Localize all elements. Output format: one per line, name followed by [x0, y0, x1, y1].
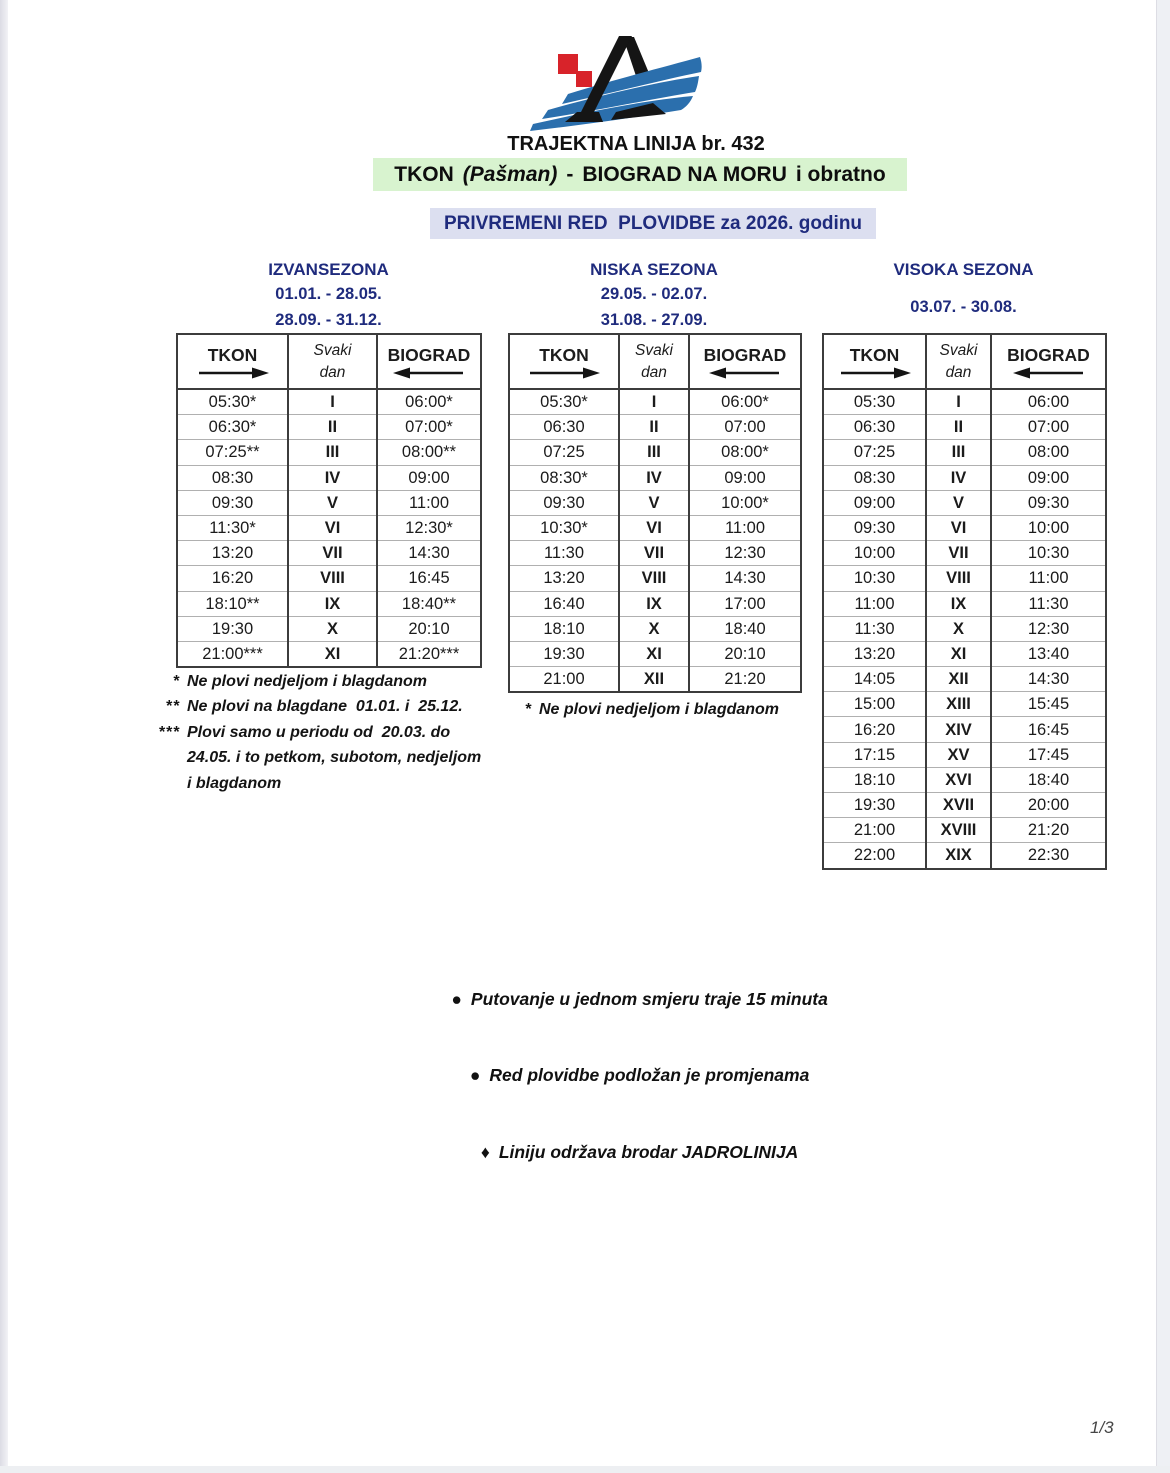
timetable-row — [823, 440, 1106, 465]
footnote-marker: * — [172, 673, 180, 690]
timetable-row — [177, 541, 481, 566]
footnote — [142, 720, 490, 796]
left-arrow-icon — [708, 367, 782, 379]
arrival-time-cell: 16:45 — [377, 566, 481, 591]
timetable-row — [509, 591, 801, 616]
general-notes — [330, 961, 920, 1191]
arrival-time-cell: 21:20 — [991, 818, 1106, 843]
trip-number-cell: II — [619, 415, 689, 440]
trip-number-cell: VI — [288, 515, 377, 540]
departure-time-cell: 19:30 — [823, 793, 926, 818]
col-header-arrival-port — [689, 334, 801, 389]
arrival-time-cell: 20:10 — [377, 616, 481, 641]
arrival-time-cell: 08:00** — [377, 440, 481, 465]
page-edge-right — [1156, 0, 1170, 1473]
departure-time-cell: 07:25** — [177, 440, 288, 465]
trip-number-cell: X — [288, 616, 377, 641]
season-block-visoka-sezona — [822, 258, 1105, 870]
timetable-row — [823, 515, 1106, 540]
departure-time-cell: 11:30* — [177, 515, 288, 540]
every-day-label-line1: Svaki — [313, 341, 352, 359]
arrival-time-cell: 09:00 — [689, 465, 801, 490]
departure-time-cell: 17:15 — [823, 742, 926, 767]
departure-time-cell: 13:20 — [823, 641, 926, 666]
route-band — [373, 158, 907, 191]
arrival-time-cell: 22:30 — [991, 843, 1106, 869]
departure-time-cell: 05:30* — [540, 393, 588, 412]
right-arrow-icon — [527, 367, 601, 379]
departure-time-cell: 14:05 — [823, 667, 926, 692]
route-island: (Pašman) — [462, 162, 558, 186]
departure-time-cell: 11:30 — [823, 616, 926, 641]
line-title: TRAJEKTNA LINIJA br. 432 — [507, 133, 765, 155]
trip-number-cell: II — [288, 415, 377, 440]
arrival-time-cell: 11:30 — [991, 591, 1106, 616]
arrival-time-cell: 09:00 — [991, 465, 1106, 490]
arrival-time-cell: 06:00* — [377, 389, 481, 415]
season-title: VISOKA SEZONA — [893, 260, 1034, 279]
timetable-row — [177, 415, 481, 440]
timetable-row — [509, 465, 801, 490]
port-name: BIOGRAD — [1007, 345, 1090, 365]
timetable-row — [509, 490, 801, 515]
season-dates — [822, 282, 1105, 333]
arrival-time-cell: 20:00 — [991, 793, 1106, 818]
season-dates — [176, 282, 481, 333]
departure-time-cell: 19:30 — [177, 616, 288, 641]
arrival-time-cell: 11:00 — [689, 515, 801, 540]
bullet-icon: ● — [469, 1065, 481, 1085]
timetable-row — [509, 541, 801, 566]
note-text: Red plovidbe podložan je promjenama — [489, 1065, 810, 1085]
trip-number-cell: III — [619, 440, 689, 465]
departure-time-cell: 16:40 — [509, 591, 619, 616]
trip-number-cell: IX — [288, 591, 377, 616]
footnote-text: Plovi samo u periodu od 20.03. do 24.05. i to petkom, subotom, nedjeljom i blagdanom — [187, 723, 486, 792]
timetable-row — [823, 415, 1106, 440]
trip-number-cell: XII — [926, 667, 991, 692]
trip-number-cell: VIII — [619, 566, 689, 591]
timetable-row — [823, 465, 1106, 490]
trip-number-cell: VII — [288, 541, 377, 566]
timetable-row — [177, 490, 481, 515]
timetable-row — [177, 389, 481, 415]
trip-number-cell: IX — [619, 591, 689, 616]
departure-time-cell: 08:30* — [509, 465, 619, 490]
route-port-b: BIOGRAD NA MORU — [582, 162, 787, 186]
timetable-body — [177, 389, 481, 667]
arrival-time-cell: 18:40** — [377, 591, 481, 616]
trip-number-cell: III — [288, 440, 377, 465]
departure-time-cell: 15:00 — [823, 692, 926, 717]
departure-time-cell: 16:20 — [177, 566, 288, 591]
arrival-time-cell: 10:30 — [991, 541, 1106, 566]
season-dates — [508, 282, 800, 333]
port-name: TKON — [539, 345, 589, 365]
note-text: Liniju održava brodar JADROLINIJA — [498, 1141, 799, 1162]
footnote — [142, 669, 490, 694]
footnotes-niska-sezona — [494, 697, 834, 722]
season-date-range: 28.09. - 31.12. — [275, 310, 382, 329]
footnote — [142, 694, 490, 719]
departure-time-cell: 09:30 — [823, 515, 926, 540]
departure-time-cell: 11:30 — [509, 541, 619, 566]
trip-number-cell: XIV — [926, 717, 991, 742]
arrival-time-cell: 11:00 — [991, 566, 1106, 591]
col-header-arrival-port — [377, 334, 481, 389]
arrival-time-cell: 13:40 — [991, 641, 1106, 666]
trip-number-cell: I — [926, 389, 991, 415]
trip-number-cell: VII — [926, 541, 991, 566]
timetable-row — [509, 566, 801, 591]
port-name: TKON — [849, 345, 900, 365]
arrival-time-cell: 06:00 — [991, 389, 1106, 415]
trip-number-cell: XV — [926, 742, 991, 767]
arrival-time-cell: 10:00* — [689, 490, 801, 515]
timetable-row — [509, 616, 801, 641]
arrival-time-cell: 12:30 — [991, 616, 1106, 641]
footnote-marker: * — [524, 701, 532, 718]
departure-time-cell: 13:20 — [177, 541, 288, 566]
jadrolinija-logo-icon — [530, 30, 720, 140]
footnote-text: Ne plovi nedjeljom i blagdanom — [539, 701, 780, 718]
timetable-row — [823, 793, 1106, 818]
arrival-time-cell: 14:30 — [991, 667, 1106, 692]
timetable-izvansezona — [176, 333, 482, 668]
timetable-visoka-sezona — [822, 333, 1107, 870]
trip-number-cell: IV — [619, 465, 689, 490]
every-day-label-line1: Svaki — [939, 341, 978, 359]
timetable-header-row — [177, 334, 481, 389]
timetable-row — [177, 616, 481, 641]
departure-time-cell: 09:30 — [177, 490, 288, 515]
arrival-time-cell: 08:00* — [689, 440, 801, 465]
col-header-arrival-port — [991, 334, 1106, 389]
departure-time-cell: 18:10 — [509, 616, 619, 641]
footnotes-izvansezona — [142, 669, 490, 796]
subtitle-text: PRIVREMENI RED PLOVIDBE za 2026. godinu — [443, 212, 863, 234]
timetable-row — [823, 843, 1106, 869]
arrival-time-cell: 17:45 — [991, 742, 1106, 767]
timetable-row — [509, 667, 801, 693]
trip-number-cell: XI — [926, 641, 991, 666]
trip-number-cell: VI — [926, 515, 991, 540]
timetable-body — [509, 389, 801, 692]
season-date-range: 03.07. - 30.08. — [910, 297, 1017, 316]
arrival-time-cell: 20:10 — [689, 641, 801, 666]
departure-time-cell: 05:30 — [853, 393, 896, 412]
timetable-row — [823, 818, 1106, 843]
departure-time-cell: 10:00 — [823, 541, 926, 566]
departure-time-cell: 16:20 — [823, 717, 926, 742]
route-separator: - — [566, 162, 574, 186]
trip-number-cell: VI — [619, 515, 689, 540]
jadrolinija-logo — [530, 30, 720, 140]
season-block-niska-sezona — [508, 258, 800, 693]
departure-time-cell: 21:00*** — [177, 641, 288, 667]
trip-number-cell: I — [619, 389, 689, 415]
departure-time-cell: 13:20 — [509, 566, 619, 591]
timetable-row — [823, 641, 1106, 666]
timetable-row — [823, 490, 1106, 515]
arrival-time-cell: 14:30 — [377, 541, 481, 566]
arrival-time-cell: 12:30 — [689, 541, 801, 566]
timetable-header-row — [509, 334, 801, 389]
trip-number-cell: XVI — [926, 767, 991, 792]
arrival-time-cell: 10:00 — [991, 515, 1106, 540]
timetable-row — [177, 465, 481, 490]
arrival-time-cell: 16:45 — [991, 717, 1106, 742]
every-day-label-line1: Svaki — [635, 341, 673, 359]
timetable-row — [177, 641, 481, 667]
departure-time-cell: 10:30* — [509, 515, 619, 540]
departure-time-cell: 11:00 — [823, 591, 926, 616]
timetable-row — [823, 667, 1106, 692]
col-header-every-day — [619, 334, 689, 389]
departure-time-cell: 06:30* — [177, 415, 288, 440]
trip-number-cell: VIII — [926, 566, 991, 591]
departure-time-cell: 09:00 — [823, 490, 926, 515]
trip-number-cell: XIX — [926, 843, 991, 869]
departure-time-cell: 10:30 — [823, 566, 926, 591]
departure-time-cell: 06:30 — [823, 415, 926, 440]
trip-number-cell: IV — [926, 465, 991, 490]
trip-number-cell: V — [288, 490, 377, 515]
arrival-time-cell: 15:45 — [991, 692, 1106, 717]
season-date-range: 01.01. - 28.05. — [275, 285, 382, 303]
trip-number-cell: V — [926, 490, 991, 515]
departure-time-cell: 07:25 — [823, 440, 926, 465]
timetable-body — [823, 389, 1106, 869]
season-date-range: 29.05. - 02.07. — [600, 285, 708, 303]
page-edge-left — [0, 0, 8, 1473]
season-title: IZVANSEZONA — [268, 260, 389, 279]
port-name: TKON — [207, 345, 258, 365]
timetable-row — [823, 541, 1106, 566]
timetable-row — [823, 717, 1106, 742]
trip-number-cell: VII — [619, 541, 689, 566]
col-header-departure-port — [509, 334, 619, 389]
note-text: Putovanje u jednom smjeru traje 15 minuta — [470, 988, 828, 1009]
timetable-row — [509, 515, 801, 540]
season-block-izvansezona — [176, 258, 481, 668]
timetable-row — [823, 591, 1106, 616]
every-day-label-line2: dan — [319, 363, 346, 381]
arrival-time-cell: 09:00 — [377, 465, 481, 490]
departure-time-cell: 05:30* — [208, 393, 257, 412]
col-header-departure-port — [823, 334, 926, 389]
trip-number-cell: X — [619, 616, 689, 641]
timetable-row — [177, 515, 481, 540]
arrival-time-cell: 07:00* — [377, 415, 481, 440]
timetable-header-row — [823, 334, 1106, 389]
trip-number-cell: IX — [926, 591, 991, 616]
trip-number-cell: XI — [619, 641, 689, 666]
arrival-time-cell: 14:30 — [689, 566, 801, 591]
timetable-row — [177, 566, 481, 591]
footnote-marker: ** — [165, 698, 180, 716]
timetable-row — [509, 440, 801, 465]
left-arrow-icon — [392, 367, 466, 379]
note-schedule-subject-to-change — [330, 1038, 920, 1115]
timetable-row — [823, 566, 1106, 591]
every-day-label-line2: dan — [641, 363, 667, 381]
arrival-time-cell: 12:30* — [377, 515, 481, 540]
arrival-time-cell: 18:40 — [991, 767, 1106, 792]
departure-time-cell: 21:00 — [823, 818, 926, 843]
route-suffix: i obratno — [795, 162, 886, 186]
trip-number-cell: III — [926, 440, 991, 465]
route-port-a: TKON — [394, 162, 454, 186]
trip-number-cell: I — [288, 389, 377, 415]
season-title: NISKA SEZONA — [590, 260, 718, 279]
departure-time-cell: 06:30 — [509, 415, 619, 440]
departure-time-cell: 18:10** — [177, 591, 288, 616]
arrival-time-cell: 07:00 — [689, 415, 801, 440]
timetable-row — [823, 692, 1106, 717]
bullet-icon: ● — [451, 988, 462, 1009]
arrival-time-cell: 17:00 — [689, 591, 801, 616]
timetable-niska-sezona — [508, 333, 802, 693]
timetable-row — [177, 591, 481, 616]
arrival-time-cell: 06:00* — [689, 389, 801, 415]
arrival-time-cell: 11:00 — [377, 490, 481, 515]
page-number: 1/3 — [1090, 1418, 1114, 1437]
arrival-time-cell: 21:20 — [689, 667, 801, 693]
port-name: BIOGRAD — [387, 345, 471, 365]
col-header-departure-port — [177, 334, 288, 389]
diamond-icon: ♦ — [480, 1141, 490, 1162]
timetable-row — [823, 389, 1106, 415]
trip-number-cell: IV — [288, 465, 377, 490]
trip-number-cell: VIII — [288, 566, 377, 591]
trip-number-cell: X — [926, 616, 991, 641]
footnote-marker: *** — [158, 723, 180, 741]
arrival-time-cell: 08:00 — [991, 440, 1106, 465]
departure-time-cell: 08:30 — [177, 465, 288, 490]
footnote-text: Ne plovi nedjeljom i blagdanom — [187, 673, 428, 690]
footnote-text: Ne plovi na blagdane 01.01. i 25.12. — [187, 698, 463, 716]
departure-time-cell: 07:25 — [509, 440, 619, 465]
season-date-range: 31.08. - 27.09. — [600, 310, 708, 329]
departure-time-cell: 21:00 — [509, 667, 619, 693]
departure-time-cell: 22:00 — [823, 843, 926, 869]
departure-time-cell: 19:30 — [509, 641, 619, 666]
trip-number-cell: V — [619, 490, 689, 515]
trip-number-cell: XIII — [926, 692, 991, 717]
note-operator — [330, 1114, 920, 1191]
arrival-time-cell: 21:20*** — [377, 641, 481, 667]
every-day-label-line2: dan — [945, 363, 972, 381]
departure-time-cell: 09:30 — [509, 490, 619, 515]
timetable-row — [509, 389, 801, 415]
trip-number-cell: XVIII — [926, 818, 991, 843]
page-edge-bottom — [0, 1466, 1170, 1473]
note-travel-duration — [330, 961, 920, 1038]
port-name: BIOGRAD — [703, 345, 787, 365]
arrival-time-cell: 07:00 — [991, 415, 1106, 440]
col-header-every-day — [288, 334, 377, 389]
timetable-row — [823, 616, 1106, 641]
trip-number-cell: XVII — [926, 793, 991, 818]
departure-time-cell: 08:30 — [823, 465, 926, 490]
col-header-every-day — [926, 334, 991, 389]
right-arrow-icon — [838, 367, 912, 379]
arrival-time-cell: 09:30 — [991, 490, 1106, 515]
departure-time-cell: 18:10 — [823, 767, 926, 792]
arrival-time-cell: 18:40 — [689, 616, 801, 641]
right-arrow-icon — [196, 367, 270, 379]
trip-number-cell: II — [926, 415, 991, 440]
timetable-row — [823, 742, 1106, 767]
timetable-row — [509, 641, 801, 666]
footnote — [494, 697, 834, 722]
trip-number-cell: XI — [288, 641, 377, 667]
timetable-row — [823, 767, 1106, 792]
timetable-row — [509, 415, 801, 440]
trip-number-cell: XII — [619, 667, 689, 693]
subtitle-band — [430, 208, 876, 239]
left-arrow-icon — [1012, 367, 1086, 379]
timetable-row — [177, 440, 481, 465]
